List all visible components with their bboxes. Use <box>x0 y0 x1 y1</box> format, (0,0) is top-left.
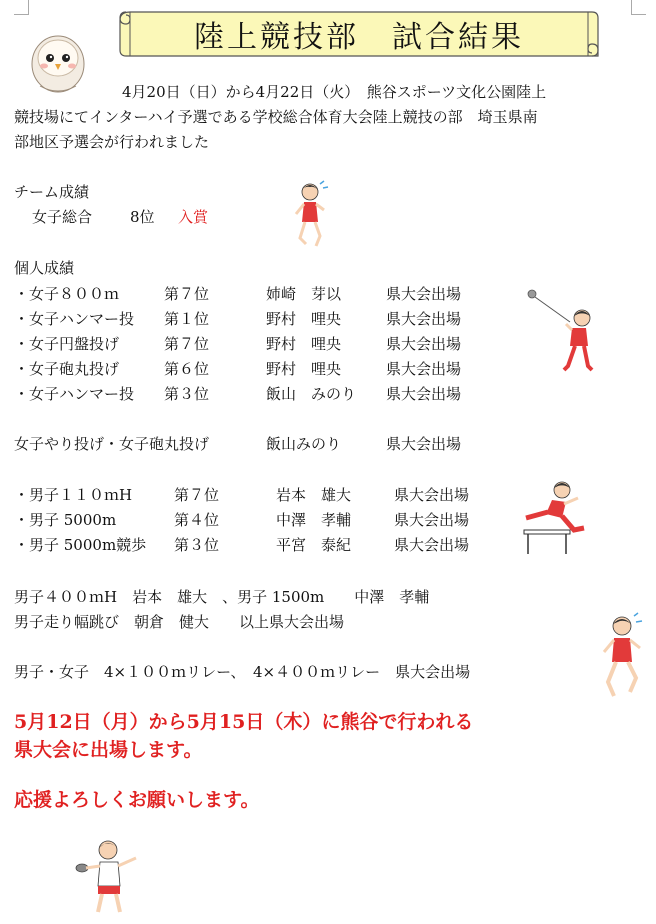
result-row-male <box>14 508 504 533</box>
discus-thrower-icon <box>74 836 148 916</box>
intro-line-1: 4月20日（日）から4月22日（火） 熊谷スポーツ文化公園陸上 <box>122 83 547 101</box>
javelin-name: 飯山みのり <box>266 435 342 453</box>
result-name: 野村 哩央 <box>266 360 342 378</box>
result-event: ・男子１１０ｍH <box>14 486 133 504</box>
intro-line-2: 競技場にてインターハイ予選である学校総合体育大会陸上競技の部 埼玉県南 <box>14 108 538 126</box>
runner-boy-icon <box>596 612 650 702</box>
relay-line: 男子・女子 4×１００ｍリレー、 4×４００ｍリレー 県大会出場 <box>14 663 471 681</box>
javelin-status: 県大会出場 <box>386 435 462 453</box>
extra-line-1: 男子４００ｍH 岩本 雄大 、男子 1500m 中澤 孝輔 <box>14 588 430 606</box>
individual-heading: 個人成績 <box>14 259 75 277</box>
intro-line-3: 部地区予選会が行われました <box>14 133 210 151</box>
result-event: ・女子砲丸投げ <box>14 360 120 378</box>
result-place: 第４位 <box>174 511 220 529</box>
page-corner-mark-right <box>631 0 646 15</box>
intro-paragraph <box>14 80 614 155</box>
result-event: ・女子円盤投げ <box>14 335 120 353</box>
hurdler-icon <box>518 478 598 556</box>
result-row-male <box>14 533 504 558</box>
result-name: 姉崎 芽以 <box>266 285 342 303</box>
result-place: 第３位 <box>164 385 210 403</box>
team-award: 入賞 <box>178 208 209 226</box>
result-event: ・男子 5000m <box>14 511 117 529</box>
result-row <box>14 307 494 332</box>
result-event: ・女子ハンマー投 <box>14 310 135 328</box>
page-title: 陸上競技部 試合結果 <box>194 20 524 55</box>
result-place: 第７位 <box>174 486 220 504</box>
result-row <box>14 282 494 307</box>
result-name: 飯山 みのり <box>266 385 357 403</box>
result-place: 第７位 <box>164 285 210 303</box>
result-place: 第１位 <box>164 310 210 328</box>
team-event: 女子総合 <box>32 208 93 226</box>
runner-girl-icon <box>290 180 334 252</box>
title-banner <box>118 6 600 62</box>
team-place: 8位 <box>130 208 155 226</box>
result-status: 県大会出場 <box>394 486 470 504</box>
javelin-shot-row <box>14 432 494 457</box>
result-name: 中澤 孝輔 <box>276 511 352 529</box>
result-name: 野村 哩央 <box>266 310 342 328</box>
result-row <box>14 332 494 357</box>
result-row-male <box>14 483 504 508</box>
result-status: 県大会出場 <box>386 335 462 353</box>
result-place: 第３位 <box>174 536 220 554</box>
result-event: ・男子 5000m競歩 <box>14 536 147 554</box>
page-corner-mark-left <box>14 0 29 15</box>
result-status: 県大会出場 <box>386 385 462 403</box>
extra-line-2: 男子走り幅跳び 朝倉 健大 以上県大会出場 <box>14 613 345 631</box>
result-name: 野村 哩央 <box>266 335 342 353</box>
result-status: 県大会出場 <box>386 285 462 303</box>
result-event: ・女子８００ｍ <box>14 285 120 303</box>
result-status: 県大会出場 <box>394 536 470 554</box>
result-status: 県大会出場 <box>386 310 462 328</box>
result-name: 平宮 泰紀 <box>276 536 352 554</box>
result-row <box>14 382 494 407</box>
result-event: ・女子ハンマー投 <box>14 385 135 403</box>
team-result-row <box>14 205 314 230</box>
hammer-thrower-icon <box>522 288 598 374</box>
result-status: 県大会出場 <box>386 360 462 378</box>
team-heading: チーム成績 <box>14 183 90 201</box>
result-name: 岩本 雄大 <box>276 486 352 504</box>
result-status: 県大会出場 <box>394 511 470 529</box>
javelin-event: 女子やり投げ・女子砲丸投げ <box>14 435 210 453</box>
result-row <box>14 357 494 382</box>
result-place: 第７位 <box>164 335 210 353</box>
announcement-line-1: 5月12日（月）から5月15日（木）に熊谷で行われる <box>14 711 474 733</box>
result-place: 第６位 <box>164 360 210 378</box>
announcement-line-2: 県大会に出場します。 <box>14 739 203 761</box>
cheer-message: 応援よろしくお願いします。 <box>14 789 260 811</box>
